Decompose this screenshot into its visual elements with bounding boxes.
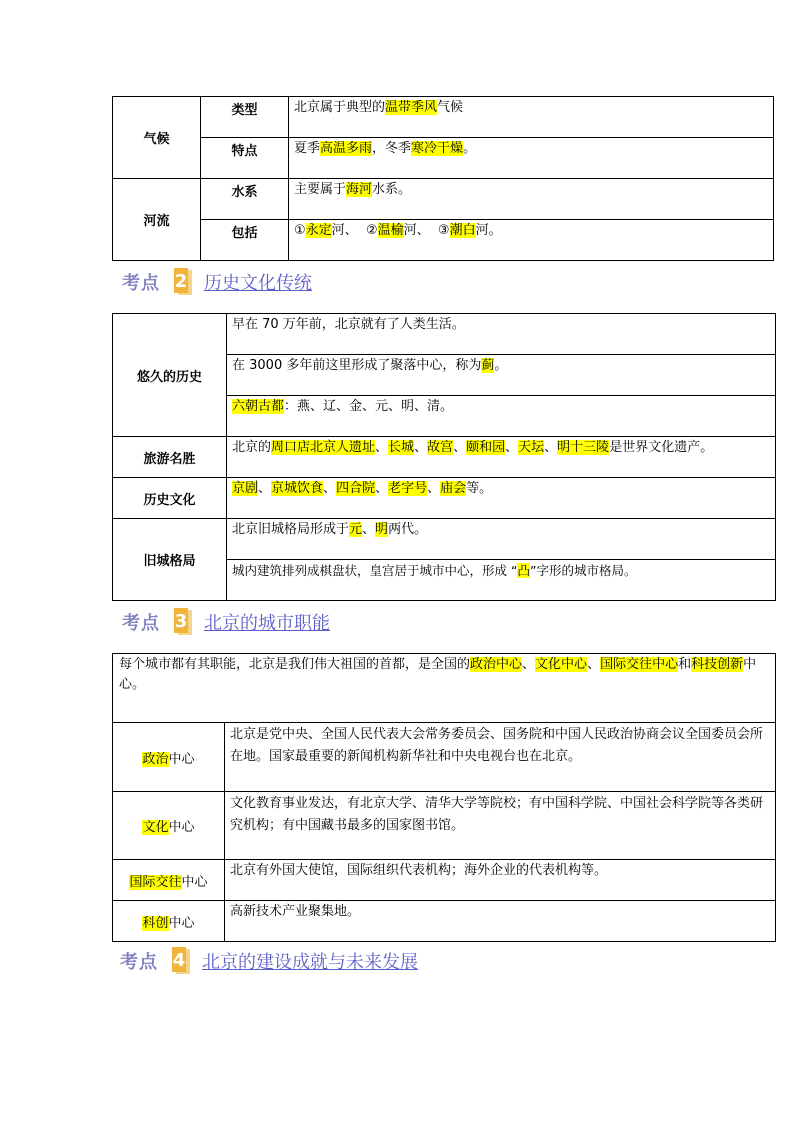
history-row-2: 在 3000 多年前这里形成了聚落中心，称为蓟。 <box>227 355 776 396</box>
politics-label: 政治中心 <box>113 723 225 792</box>
culture-label: 历史文化 <box>113 478 227 519</box>
tech-cell: 高新技术产业聚集地。 <box>225 901 776 942</box>
function-intro-cell: 每个城市都有其职能，北京是我们伟大祖国的首都，是全国的政治中心、文化中心、国际交往中心和科技创新中心。 <box>113 654 776 723</box>
section-number-icon <box>172 607 194 637</box>
oldcity-row-2: 城内建筑排列成棋盘状，皇宫居于城市中心，形成 “凸”字形的城市格局。 <box>227 560 776 601</box>
section-label: 考点 <box>120 952 158 973</box>
section-label: 考点 <box>122 273 160 294</box>
section-number-icon <box>172 267 194 297</box>
oldcity-row-1: 北京旧城格局形成于元、明两代。 <box>227 519 776 560</box>
history-label: 悠久的历史 <box>113 314 227 437</box>
feature-label: 特点 <box>201 138 289 179</box>
section-number-icon <box>170 946 192 976</box>
system-label: 水系 <box>201 179 289 220</box>
tour-label: 旅游名胜 <box>113 437 227 478</box>
climate-river-table <box>112 96 774 261</box>
history-culture-table <box>112 313 776 601</box>
city-function-table <box>112 653 776 942</box>
section-header-development <box>120 946 418 976</box>
include-label: 包括 <box>201 220 289 261</box>
history-row-1: 早在 70 万年前，北京就有了人类生活。 <box>227 314 776 355</box>
history-row-3: 六朝古都：燕、辽、金、元、明、清。 <box>227 396 776 437</box>
climate-feature-cell: 夏季高温多雨，冬季寒冷干燥。 <box>289 138 774 179</box>
type-label: 类型 <box>201 97 289 138</box>
oldcity-label: 旧城格局 <box>113 519 227 601</box>
climate-type-cell: 北京属于典型的温带季风气候 <box>289 97 774 138</box>
river-include-cell: ①永定河、 ②温榆河、 ③潮白河。 <box>289 220 774 261</box>
svg-text:3: 3 <box>174 611 188 632</box>
svg-text:4: 4 <box>172 950 186 971</box>
section-header-history <box>122 267 312 297</box>
svg-text:2: 2 <box>174 271 188 292</box>
section-title[interactable]: 历史文化传统 <box>204 273 312 294</box>
section-header-functions <box>122 607 330 637</box>
intl-label: 国际交往中心 <box>113 860 225 901</box>
culture-cell: 京剧、京城饮食、四合院、老字号、庙会等。 <box>227 478 776 519</box>
politics-cell: 北京是党中央、全国人民代表大会常务委员会、国务院和中国人民政治协商会议全国委员会所在地。国家最重要的新闻机构新华社和中央电视台也在北京。 <box>225 723 776 792</box>
climate-label: 气候 <box>113 97 201 179</box>
culture-center-label: 文化中心 <box>113 792 225 860</box>
river-label: 河流 <box>113 179 201 261</box>
section-label: 考点 <box>122 613 160 634</box>
tour-cell: 北京的周口店北京人遗址、长城、故宫、颐和园、天坛、明十三陵是世界文化遗产。 <box>227 437 776 478</box>
culture-center-cell: 文化教育事业发达，有北京大学、清华大学等院校；有中国科学院、中国社会科学院等各类研究机构；有中国藏书最多的国家图书馆。 <box>225 792 776 860</box>
section-title[interactable]: 北京的建设成就与未来发展 <box>202 952 418 973</box>
intl-cell: 北京有外国大使馆，国际组织代表机构；海外企业的代表机构等。 <box>225 860 776 901</box>
section-title[interactable]: 北京的城市职能 <box>204 613 330 634</box>
river-system-cell: 主要属于海河水系。 <box>289 179 774 220</box>
tech-label: 科创中心 <box>113 901 225 942</box>
